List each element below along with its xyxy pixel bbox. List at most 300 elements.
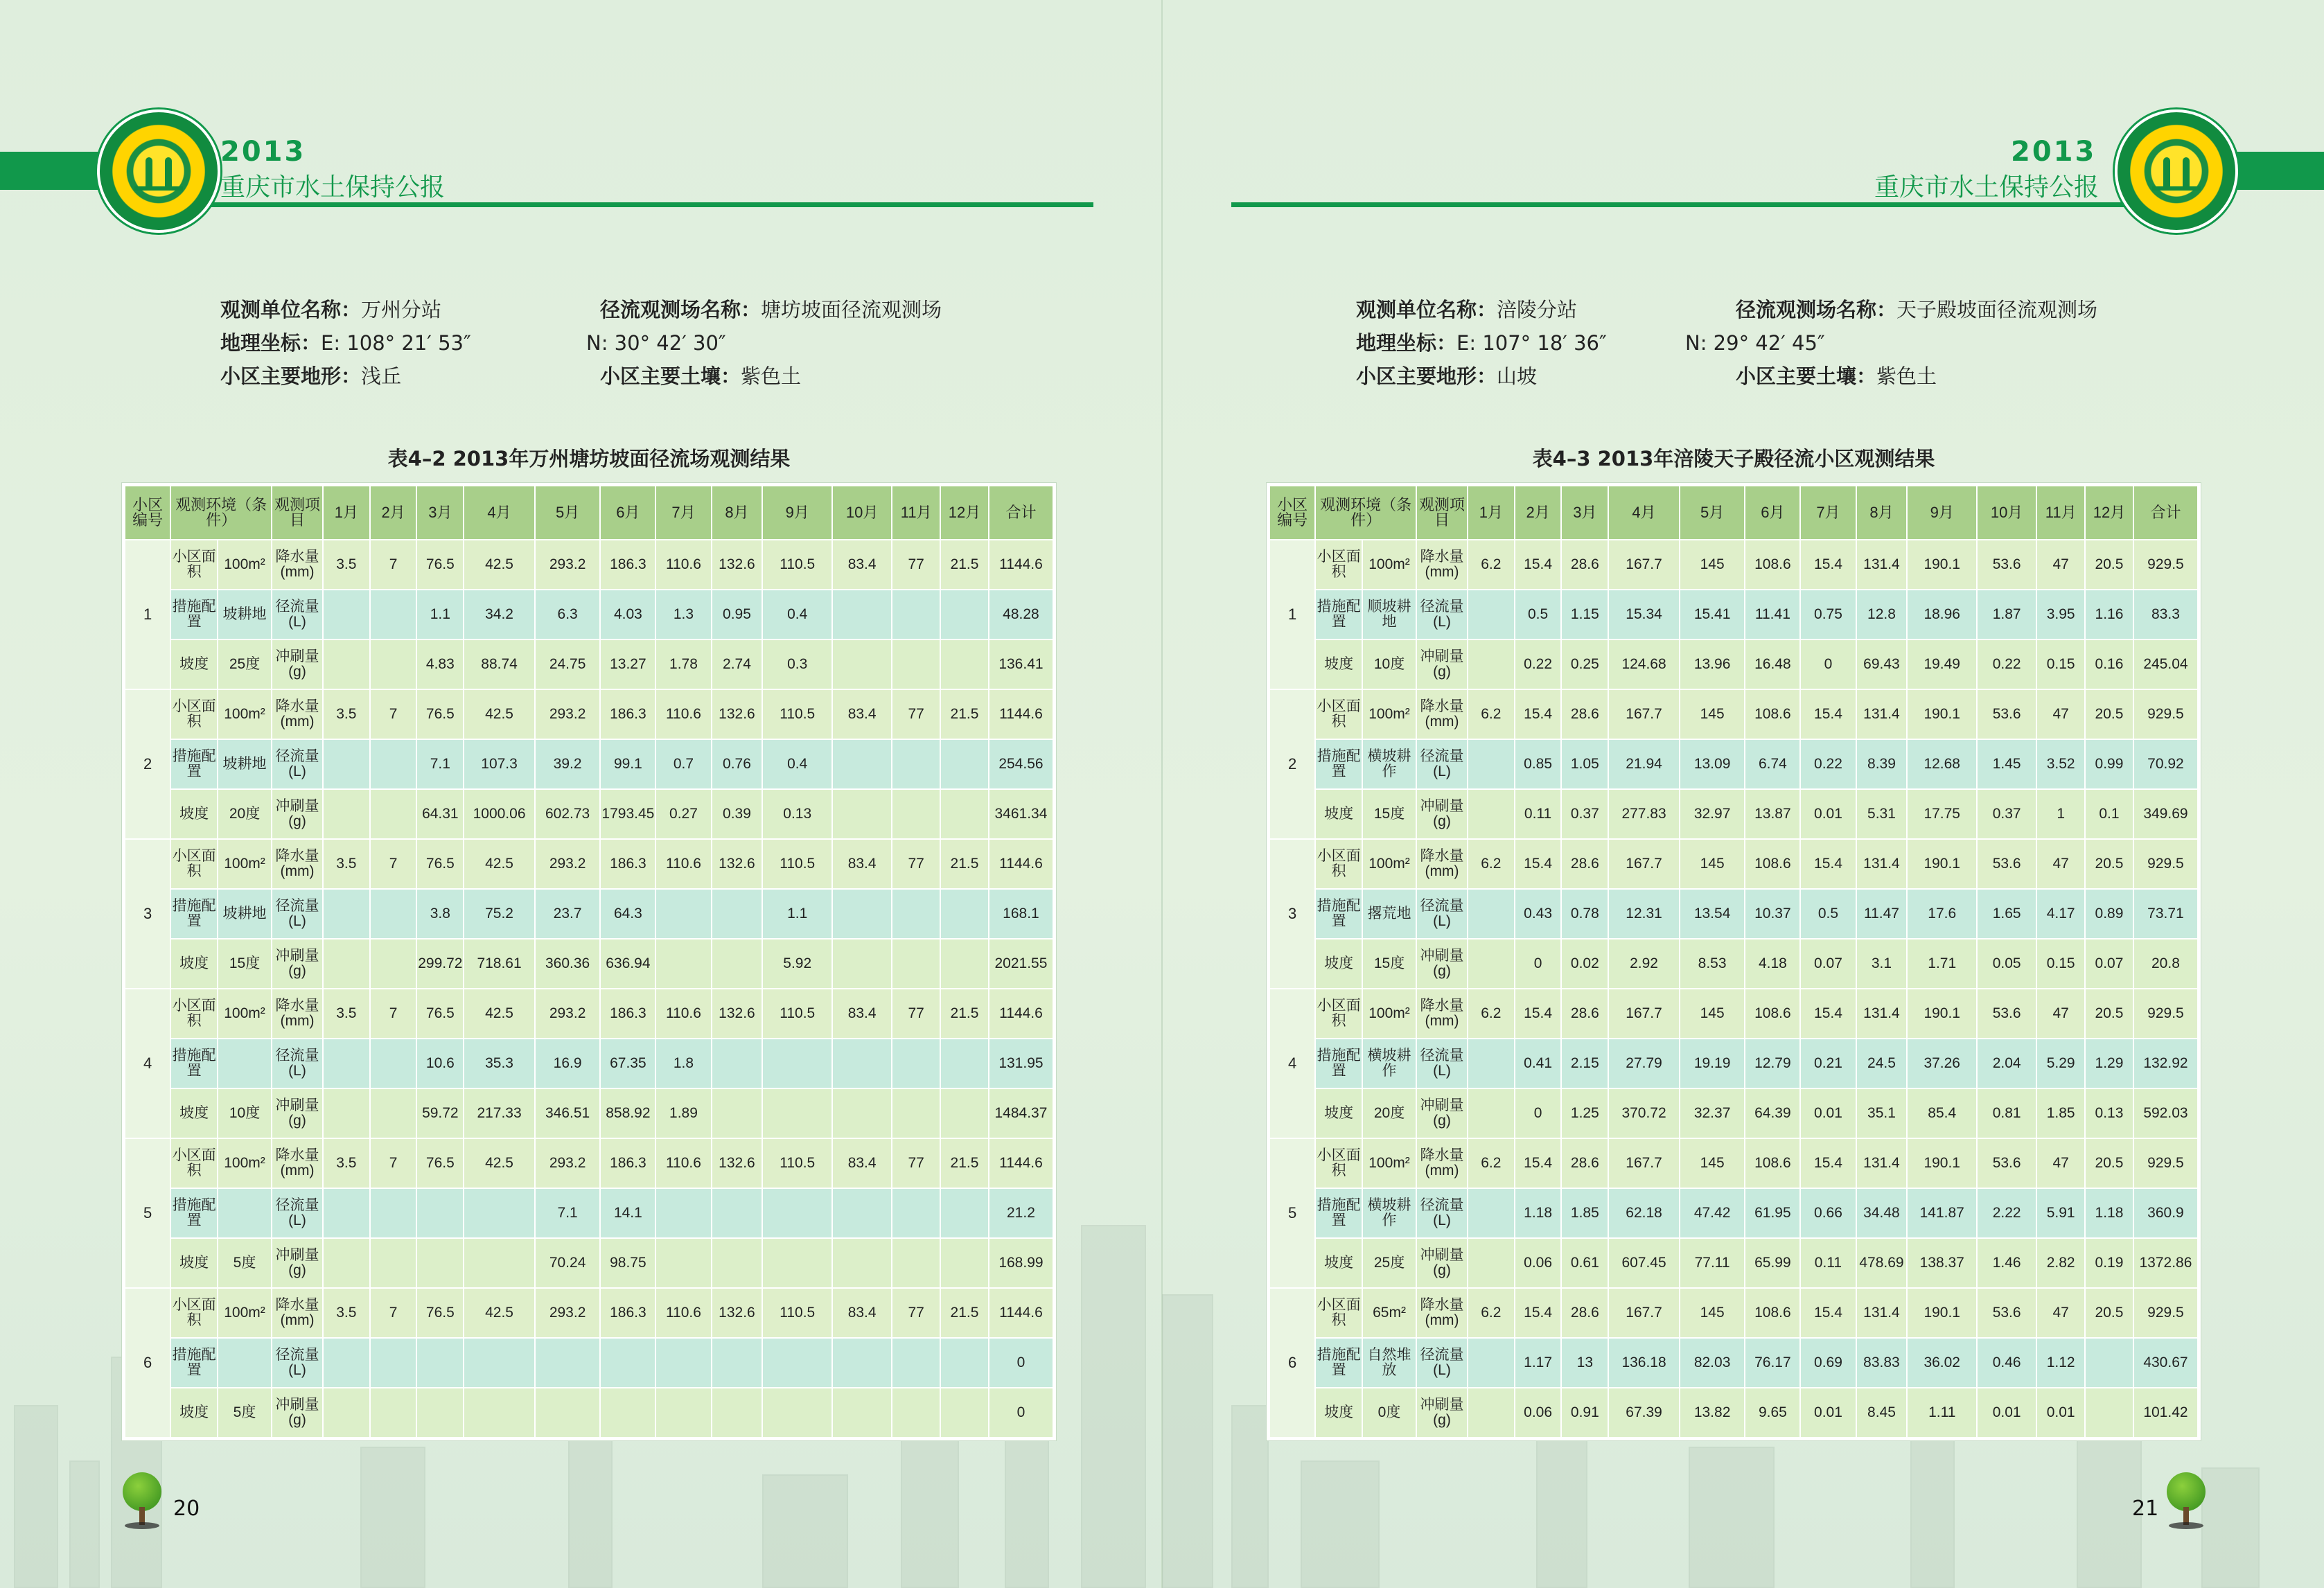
month-cell: 167.7 bbox=[1608, 1288, 1680, 1338]
right-page bbox=[1162, 0, 2324, 1588]
month-cell bbox=[940, 590, 989, 639]
month-cell bbox=[370, 1039, 417, 1088]
month-cell bbox=[1468, 590, 1515, 639]
month-cell bbox=[1468, 1238, 1515, 1288]
month-cell: 77 bbox=[892, 689, 940, 739]
month-cell bbox=[940, 1088, 989, 1138]
month-cell: 17.6 bbox=[1907, 889, 1977, 939]
month-cell: 2.92 bbox=[1608, 939, 1680, 989]
month-cell: 13 bbox=[1561, 1338, 1608, 1388]
observation-item: 径流量(L) bbox=[272, 590, 323, 639]
month-cell: 145 bbox=[1680, 540, 1745, 590]
month-cell bbox=[464, 1388, 535, 1439]
month-cell: 76.5 bbox=[416, 1138, 464, 1188]
unit-value: 涪陵分站 bbox=[1497, 298, 1578, 321]
month-cell: 636.94 bbox=[600, 939, 655, 989]
observation-item: 冲刷量(g) bbox=[272, 939, 323, 989]
observation-table bbox=[1267, 483, 2201, 1440]
month-cell bbox=[535, 1338, 600, 1388]
column-header: 观测环境（条件） bbox=[170, 485, 272, 540]
month-cell: 42.5 bbox=[464, 989, 535, 1039]
total-cell: 3461.34 bbox=[989, 789, 1055, 839]
table-row bbox=[1269, 540, 2199, 590]
column-header: 小区编号 bbox=[1269, 485, 1316, 540]
month-cell: 602.73 bbox=[535, 789, 600, 839]
month-cell: 0.27 bbox=[655, 789, 711, 839]
condition-value: 100m² bbox=[1362, 689, 1416, 739]
observation-item: 冲刷量(g) bbox=[272, 1238, 323, 1288]
month-cell: 24.75 bbox=[535, 639, 600, 689]
month-cell: 293.2 bbox=[535, 839, 600, 889]
month-cell: 64.31 bbox=[416, 789, 464, 839]
month-cell: 0.4 bbox=[762, 590, 832, 639]
condition-label: 小区面积 bbox=[1315, 540, 1362, 590]
month-cell: 0.43 bbox=[1515, 889, 1562, 939]
condition-label: 小区面积 bbox=[170, 689, 218, 739]
month-cell: 0.19 bbox=[2085, 1238, 2133, 1288]
month-cell: 138.37 bbox=[1907, 1238, 1977, 1288]
observation-item: 降水量(mm) bbox=[272, 989, 323, 1039]
month-cell bbox=[712, 889, 763, 939]
plot-id: 2 bbox=[124, 689, 171, 839]
observation-item: 冲刷量(g) bbox=[1416, 939, 1468, 989]
month-cell bbox=[940, 1238, 989, 1288]
total-cell: 592.03 bbox=[2133, 1088, 2199, 1138]
month-cell: 15.4 bbox=[1800, 1138, 1856, 1188]
column-header: 1月 bbox=[1468, 485, 1515, 540]
month-cell: 64.39 bbox=[1745, 1088, 1800, 1138]
condition-label: 坡度 bbox=[170, 939, 218, 989]
month-cell: 32.97 bbox=[1680, 789, 1745, 839]
month-cell: 0.37 bbox=[1561, 789, 1608, 839]
month-cell: 190.1 bbox=[1907, 540, 1977, 590]
total-cell: 2021.55 bbox=[989, 939, 1055, 989]
coord-north: N: 30° 42′ 30″ bbox=[586, 331, 726, 355]
month-cell: 2.82 bbox=[2036, 1238, 2085, 1288]
station-info bbox=[1356, 293, 2187, 393]
month-cell: 13.09 bbox=[1680, 739, 1745, 789]
month-cell: 0.78 bbox=[1561, 889, 1608, 939]
total-cell: 929.5 bbox=[2133, 689, 2199, 739]
month-cell: 28.6 bbox=[1561, 839, 1608, 889]
month-cell: 186.3 bbox=[600, 1288, 655, 1338]
month-cell: 0.16 bbox=[2085, 639, 2133, 689]
month-cell: 1.12 bbox=[2036, 1338, 2085, 1388]
month-cell: 20.5 bbox=[2085, 1138, 2133, 1188]
month-cell: 75.2 bbox=[464, 889, 535, 939]
month-cell bbox=[370, 1238, 417, 1288]
month-cell: 0 bbox=[1800, 639, 1856, 689]
month-cell: 76.5 bbox=[416, 689, 464, 739]
month-cell: 478.69 bbox=[1856, 1238, 1908, 1288]
observation-item: 降水量(mm) bbox=[272, 1288, 323, 1338]
month-cell bbox=[2085, 1338, 2133, 1388]
table-row bbox=[1269, 1138, 2199, 1188]
observation-item: 冲刷量(g) bbox=[1416, 1088, 1468, 1138]
column-header: 5月 bbox=[1680, 485, 1745, 540]
table-row bbox=[1269, 939, 2199, 989]
condition-value: 自然堆放 bbox=[1362, 1338, 1416, 1388]
month-cell bbox=[323, 1088, 370, 1138]
month-cell: 5.92 bbox=[762, 939, 832, 989]
observation-item: 冲刷量(g) bbox=[272, 639, 323, 689]
month-cell: 0.22 bbox=[1515, 639, 1562, 689]
month-cell: 3.1 bbox=[1856, 939, 1908, 989]
column-header: 观测项目 bbox=[272, 485, 323, 540]
month-cell: 21.94 bbox=[1608, 739, 1680, 789]
condition-label: 坡度 bbox=[170, 1388, 218, 1439]
month-cell bbox=[1468, 739, 1515, 789]
observation-table bbox=[122, 483, 1056, 1440]
month-cell bbox=[1468, 889, 1515, 939]
month-cell: 190.1 bbox=[1907, 1138, 1977, 1188]
month-cell bbox=[323, 590, 370, 639]
month-cell: 36.02 bbox=[1907, 1338, 1977, 1388]
month-cell: 70.24 bbox=[535, 1238, 600, 1288]
month-cell: 293.2 bbox=[535, 1288, 600, 1338]
column-header: 12月 bbox=[940, 485, 989, 540]
month-cell: 15.4 bbox=[1515, 839, 1562, 889]
month-cell: 76.5 bbox=[416, 989, 464, 1039]
month-cell: 110.5 bbox=[762, 1138, 832, 1188]
month-cell: 20.5 bbox=[2085, 689, 2133, 739]
month-cell: 0.91 bbox=[1561, 1388, 1608, 1439]
month-cell: 6.2 bbox=[1468, 839, 1515, 889]
month-cell: 5.91 bbox=[2036, 1188, 2085, 1238]
observation-item: 径流量(L) bbox=[1416, 739, 1468, 789]
month-cell: 15.4 bbox=[1800, 689, 1856, 739]
condition-value bbox=[218, 1039, 272, 1088]
month-cell: 42.5 bbox=[464, 689, 535, 739]
month-cell: 0.41 bbox=[1515, 1039, 1562, 1088]
coord-north: N: 29° 42′ 45″ bbox=[1685, 331, 1825, 355]
unit-label: 观测单位名称： bbox=[220, 298, 362, 321]
observation-item: 径流量(L) bbox=[1416, 1039, 1468, 1088]
table-row bbox=[124, 989, 1055, 1039]
month-cell: 77.11 bbox=[1680, 1238, 1745, 1288]
total-cell: 430.67 bbox=[2133, 1338, 2199, 1388]
month-cell: 13.82 bbox=[1680, 1388, 1745, 1439]
total-cell: 254.56 bbox=[989, 739, 1055, 789]
month-cell bbox=[323, 739, 370, 789]
table-row bbox=[1269, 989, 2199, 1039]
month-cell bbox=[832, 1039, 892, 1088]
month-cell: 69.43 bbox=[1856, 639, 1908, 689]
month-cell: 0.22 bbox=[1800, 739, 1856, 789]
month-cell: 0.37 bbox=[1977, 789, 2036, 839]
month-cell: 108.6 bbox=[1745, 540, 1800, 590]
month-cell: 1.25 bbox=[1561, 1088, 1608, 1138]
month-cell: 47 bbox=[2036, 839, 2085, 889]
month-cell: 6.2 bbox=[1468, 1288, 1515, 1338]
month-cell bbox=[323, 939, 370, 989]
month-cell bbox=[464, 1238, 535, 1288]
column-header: 4月 bbox=[464, 485, 535, 540]
month-cell bbox=[712, 1039, 763, 1088]
condition-label: 小区面积 bbox=[1315, 1288, 1362, 1338]
month-cell: 37.26 bbox=[1907, 1039, 1977, 1088]
month-cell: 131.4 bbox=[1856, 540, 1908, 590]
month-cell: 28.6 bbox=[1561, 989, 1608, 1039]
month-cell: 0.01 bbox=[1800, 1088, 1856, 1138]
month-cell: 370.72 bbox=[1608, 1088, 1680, 1138]
observation-item: 降水量(mm) bbox=[272, 540, 323, 590]
month-cell: 53.6 bbox=[1977, 689, 2036, 739]
table-row bbox=[124, 1088, 1055, 1138]
column-header: 10月 bbox=[1977, 485, 2036, 540]
month-cell: 110.6 bbox=[655, 689, 711, 739]
month-cell: 42.5 bbox=[464, 540, 535, 590]
table-row bbox=[1269, 1039, 2199, 1088]
total-cell: 349.69 bbox=[2133, 789, 2199, 839]
month-cell: 7 bbox=[370, 540, 417, 590]
condition-value: 顺坡耕地 bbox=[1362, 590, 1416, 639]
month-cell bbox=[712, 1388, 763, 1439]
tree-icon bbox=[121, 1472, 163, 1528]
condition-value: 坡耕地 bbox=[218, 889, 272, 939]
month-cell: 2.15 bbox=[1561, 1039, 1608, 1088]
total-cell: 168.99 bbox=[989, 1238, 1055, 1288]
month-cell: 110.5 bbox=[762, 540, 832, 590]
month-cell: 77 bbox=[892, 989, 940, 1039]
column-header: 7月 bbox=[1800, 485, 1856, 540]
condition-value: 100m² bbox=[1362, 839, 1416, 889]
soil-value: 紫色土 bbox=[741, 364, 802, 388]
month-cell: 83.83 bbox=[1856, 1338, 1908, 1388]
observation-item: 冲刷量(g) bbox=[272, 789, 323, 839]
month-cell bbox=[370, 939, 417, 989]
month-cell bbox=[323, 1238, 370, 1288]
month-cell: 3.5 bbox=[323, 689, 370, 739]
month-cell: 2.74 bbox=[712, 639, 763, 689]
plot-id: 4 bbox=[124, 989, 171, 1138]
table-row bbox=[124, 889, 1055, 939]
column-header: 6月 bbox=[1745, 485, 1800, 540]
total-cell: 1144.6 bbox=[989, 689, 1055, 739]
table-row bbox=[1269, 590, 2199, 639]
month-cell bbox=[370, 1088, 417, 1138]
total-cell: 1484.37 bbox=[989, 1088, 1055, 1138]
month-cell: 1.1 bbox=[762, 889, 832, 939]
condition-value: 100m² bbox=[218, 839, 272, 889]
condition-label: 小区面积 bbox=[170, 540, 218, 590]
month-cell: 10.37 bbox=[1745, 889, 1800, 939]
month-cell bbox=[762, 1039, 832, 1088]
total-cell: 0 bbox=[989, 1338, 1055, 1388]
month-cell: 0.39 bbox=[712, 789, 763, 839]
month-cell: 7 bbox=[370, 689, 417, 739]
observation-item: 降水量(mm) bbox=[1416, 839, 1468, 889]
month-cell: 0.11 bbox=[1800, 1238, 1856, 1288]
month-cell: 28.6 bbox=[1561, 540, 1608, 590]
month-cell bbox=[712, 939, 763, 989]
month-cell: 1.18 bbox=[1515, 1188, 1562, 1238]
month-cell: 0.1 bbox=[2085, 789, 2133, 839]
condition-label: 小区面积 bbox=[170, 1138, 218, 1188]
table-row bbox=[1269, 1238, 2199, 1288]
month-cell bbox=[832, 1388, 892, 1439]
condition-value: 5度 bbox=[218, 1388, 272, 1439]
observation-item: 降水量(mm) bbox=[1416, 540, 1468, 590]
month-cell bbox=[370, 1338, 417, 1388]
month-cell: 3.5 bbox=[323, 989, 370, 1039]
condition-value: 横坡耕作 bbox=[1362, 1039, 1416, 1088]
condition-value: 100m² bbox=[1362, 540, 1416, 590]
observation-item: 径流量(L) bbox=[272, 739, 323, 789]
month-cell bbox=[1468, 639, 1515, 689]
month-cell: 1.46 bbox=[1977, 1238, 2036, 1288]
observation-item: 径流量(L) bbox=[1416, 590, 1468, 639]
observation-item: 径流量(L) bbox=[272, 1188, 323, 1238]
soil-conservation-logo bbox=[97, 109, 220, 233]
month-cell: 83.4 bbox=[832, 689, 892, 739]
month-cell: 6.74 bbox=[1745, 739, 1800, 789]
observation-item: 冲刷量(g) bbox=[272, 1088, 323, 1138]
month-cell bbox=[655, 1388, 711, 1439]
month-cell: 8.53 bbox=[1680, 939, 1745, 989]
month-cell: 1.29 bbox=[2085, 1039, 2133, 1088]
month-cell bbox=[416, 1188, 464, 1238]
total-cell: 1144.6 bbox=[989, 839, 1055, 889]
month-cell: 35.3 bbox=[464, 1039, 535, 1088]
month-cell: 4.17 bbox=[2036, 889, 2085, 939]
total-cell: 83.3 bbox=[2133, 590, 2199, 639]
month-cell bbox=[370, 639, 417, 689]
column-header: 10月 bbox=[832, 485, 892, 540]
month-cell: 277.83 bbox=[1608, 789, 1680, 839]
month-cell bbox=[832, 639, 892, 689]
month-cell: 5.31 bbox=[1856, 789, 1908, 839]
month-cell bbox=[940, 789, 989, 839]
total-cell: 48.28 bbox=[989, 590, 1055, 639]
month-cell: 83.4 bbox=[832, 989, 892, 1039]
unit-label: 观测单位名称： bbox=[1356, 298, 1497, 321]
month-cell bbox=[892, 1088, 940, 1138]
month-cell bbox=[762, 1088, 832, 1138]
month-cell bbox=[1468, 1388, 1515, 1439]
month-cell bbox=[940, 739, 989, 789]
month-cell: 1.45 bbox=[1977, 739, 2036, 789]
station-info bbox=[220, 293, 1052, 393]
month-cell: 0.5 bbox=[1800, 889, 1856, 939]
condition-label: 措施配置 bbox=[1315, 590, 1362, 639]
month-cell bbox=[832, 1338, 892, 1388]
column-header: 6月 bbox=[600, 485, 655, 540]
month-cell: 13.54 bbox=[1680, 889, 1745, 939]
month-cell: 131.4 bbox=[1856, 839, 1908, 889]
month-cell: 131.4 bbox=[1856, 1138, 1908, 1188]
month-cell bbox=[370, 739, 417, 789]
month-cell bbox=[832, 1188, 892, 1238]
condition-label: 措施配置 bbox=[1315, 1188, 1362, 1238]
total-cell: 0 bbox=[989, 1388, 1055, 1439]
month-cell bbox=[712, 1188, 763, 1238]
plot-id: 5 bbox=[124, 1138, 171, 1288]
month-cell: 62.18 bbox=[1608, 1188, 1680, 1238]
condition-value: 65m² bbox=[1362, 1288, 1416, 1338]
total-cell: 101.42 bbox=[2133, 1388, 2199, 1439]
month-cell: 21.5 bbox=[940, 689, 989, 739]
field-label: 径流观测场名称： bbox=[600, 298, 762, 321]
page-number: 20 bbox=[173, 1497, 200, 1521]
observation-item: 降水量(mm) bbox=[1416, 989, 1468, 1039]
table-row bbox=[124, 639, 1055, 689]
month-cell: 108.6 bbox=[1745, 689, 1800, 739]
plot-id: 3 bbox=[1269, 839, 1316, 989]
month-cell: 0.61 bbox=[1561, 1238, 1608, 1288]
total-cell: 1144.6 bbox=[989, 1288, 1055, 1338]
month-cell: 190.1 bbox=[1907, 839, 1977, 889]
table-row bbox=[1269, 1188, 2199, 1238]
month-cell: 1.15 bbox=[1561, 590, 1608, 639]
month-cell bbox=[535, 1388, 600, 1439]
month-cell: 15.4 bbox=[1800, 1288, 1856, 1338]
plot-id: 1 bbox=[124, 540, 171, 689]
month-cell: 718.61 bbox=[464, 939, 535, 989]
month-cell: 11.41 bbox=[1745, 590, 1800, 639]
month-cell: 0.46 bbox=[1977, 1338, 2036, 1388]
month-cell: 32.37 bbox=[1680, 1088, 1745, 1138]
month-cell: 15.4 bbox=[1515, 1288, 1562, 1338]
month-cell bbox=[712, 1338, 763, 1388]
field-value: 天子殿坡面径流观测场 bbox=[1896, 298, 2098, 321]
month-cell: 346.51 bbox=[535, 1088, 600, 1138]
month-cell: 67.35 bbox=[600, 1039, 655, 1088]
month-cell: 131.4 bbox=[1856, 689, 1908, 739]
observation-item: 降水量(mm) bbox=[272, 689, 323, 739]
header-rule bbox=[173, 202, 1093, 207]
month-cell: 27.79 bbox=[1608, 1039, 1680, 1088]
month-cell: 0.07 bbox=[2085, 939, 2133, 989]
header-rule bbox=[1231, 202, 2153, 207]
month-cell: 47 bbox=[2036, 1138, 2085, 1188]
month-cell: 1.11 bbox=[1907, 1388, 1977, 1439]
month-cell bbox=[655, 1338, 711, 1388]
observation-item: 径流量(L) bbox=[1416, 1338, 1468, 1388]
month-cell: 0.15 bbox=[2036, 939, 2085, 989]
column-header: 12月 bbox=[2085, 485, 2133, 540]
month-cell: 99.1 bbox=[600, 739, 655, 789]
condition-value: 100m² bbox=[218, 1138, 272, 1188]
month-cell: 0.99 bbox=[2085, 739, 2133, 789]
terrain-value: 浅丘 bbox=[361, 364, 402, 388]
table-row bbox=[1269, 789, 2199, 839]
month-cell: 1.65 bbox=[1977, 889, 2036, 939]
month-cell: 190.1 bbox=[1907, 1288, 1977, 1338]
month-cell bbox=[762, 1238, 832, 1288]
month-cell bbox=[416, 1238, 464, 1288]
month-cell: 0.7 bbox=[655, 739, 711, 789]
observation-item: 降水量(mm) bbox=[1416, 1288, 1468, 1338]
total-cell: 929.5 bbox=[2133, 989, 2199, 1039]
total-cell: 132.92 bbox=[2133, 1039, 2199, 1088]
column-header: 11月 bbox=[2036, 485, 2085, 540]
month-cell: 1.78 bbox=[655, 639, 711, 689]
month-cell: 3.5 bbox=[323, 1138, 370, 1188]
month-cell: 1.16 bbox=[2085, 590, 2133, 639]
plot-id: 3 bbox=[124, 839, 171, 989]
month-cell: 1.17 bbox=[1515, 1338, 1562, 1388]
table-row bbox=[1269, 889, 2199, 939]
column-header: 小区编号 bbox=[124, 485, 171, 540]
month-cell: 20.5 bbox=[2085, 540, 2133, 590]
observation-item: 径流量(L) bbox=[272, 889, 323, 939]
month-cell: 0.85 bbox=[1515, 739, 1562, 789]
month-cell: 0.11 bbox=[1515, 789, 1562, 839]
month-cell bbox=[323, 1188, 370, 1238]
month-cell: 15.4 bbox=[1515, 989, 1562, 1039]
month-cell: 145 bbox=[1680, 1138, 1745, 1188]
